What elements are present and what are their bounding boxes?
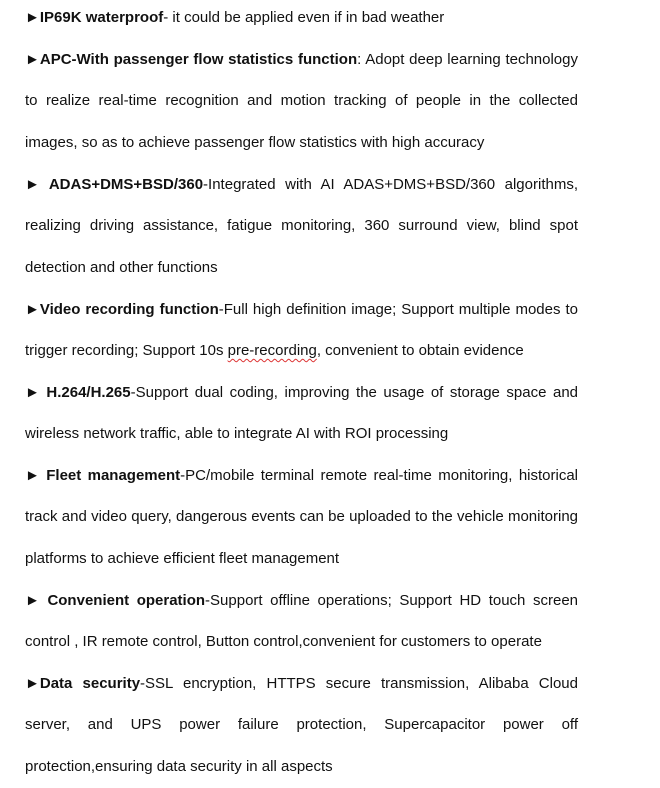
feature-title: ► H.264/H.265 [25,383,131,401]
feature-video-recording: ►Video recording function-Full high definition image; Support multiple modes to trigger recording; Support 10s pre-recording, convenient to obtain evidence [25,300,578,360]
feature-title: ►Video recording function [25,300,219,318]
feature-apc: ►APC-With passenger flow statistics function: Adopt deep learning technology to realize real-time recognition and motion tracking of people in the collected images, so as to achieve passenger flow statistics with high accuracy [25,50,578,151]
feature-title: ►IP69K waterproof [25,9,164,26]
feature-data-security: ►Data security-SSL encryption, HTTPS secure transmission, Alibaba Cloud server, and UPS power failure protection, Supercapacitor power off protection,ensuring data security in all aspects [25,674,578,775]
feature-title: ►APC-With passenger flow statistics function [25,50,358,68]
feature-title: ► ADAS+DMS+BSD/360 [25,175,204,193]
feature-title: ►Data security [25,674,141,692]
feature-adas: ► ADAS+DMS+BSD/360-Integrated with AI ADAS+DMS+BSD/360 algorithms, realizing driving assistance, fatigue monitoring, 360 surround view, blind spot detection and other functions [25,175,578,276]
feature-ip69k: ►IP69K waterproof- it could be applied even if in bad weather [25,9,445,26]
feature-convenient-operation: ► Convenient operation-Support offline operations; Support HD touch screen control , IR remote control, Button control,convenient for customers to operate [25,591,578,651]
spellcheck-flagged-word: pre-recording [227,342,317,360]
feature-title: ► Convenient operation [25,591,206,609]
feature-h264-h265: ► H.264/H.265-Support dual coding, improving the usage of storage space and wireless network traffic, able to integrate AI with ROI processing [25,383,579,443]
feature-fleet-management: ► Fleet management-PC/mobile terminal remote real-time monitoring, historical track and video query, dangerous events can be uploaded to the vehicle monitoring platforms to achieve efficient fleet management [25,466,579,567]
feature-title: ► Fleet management [25,466,181,484]
